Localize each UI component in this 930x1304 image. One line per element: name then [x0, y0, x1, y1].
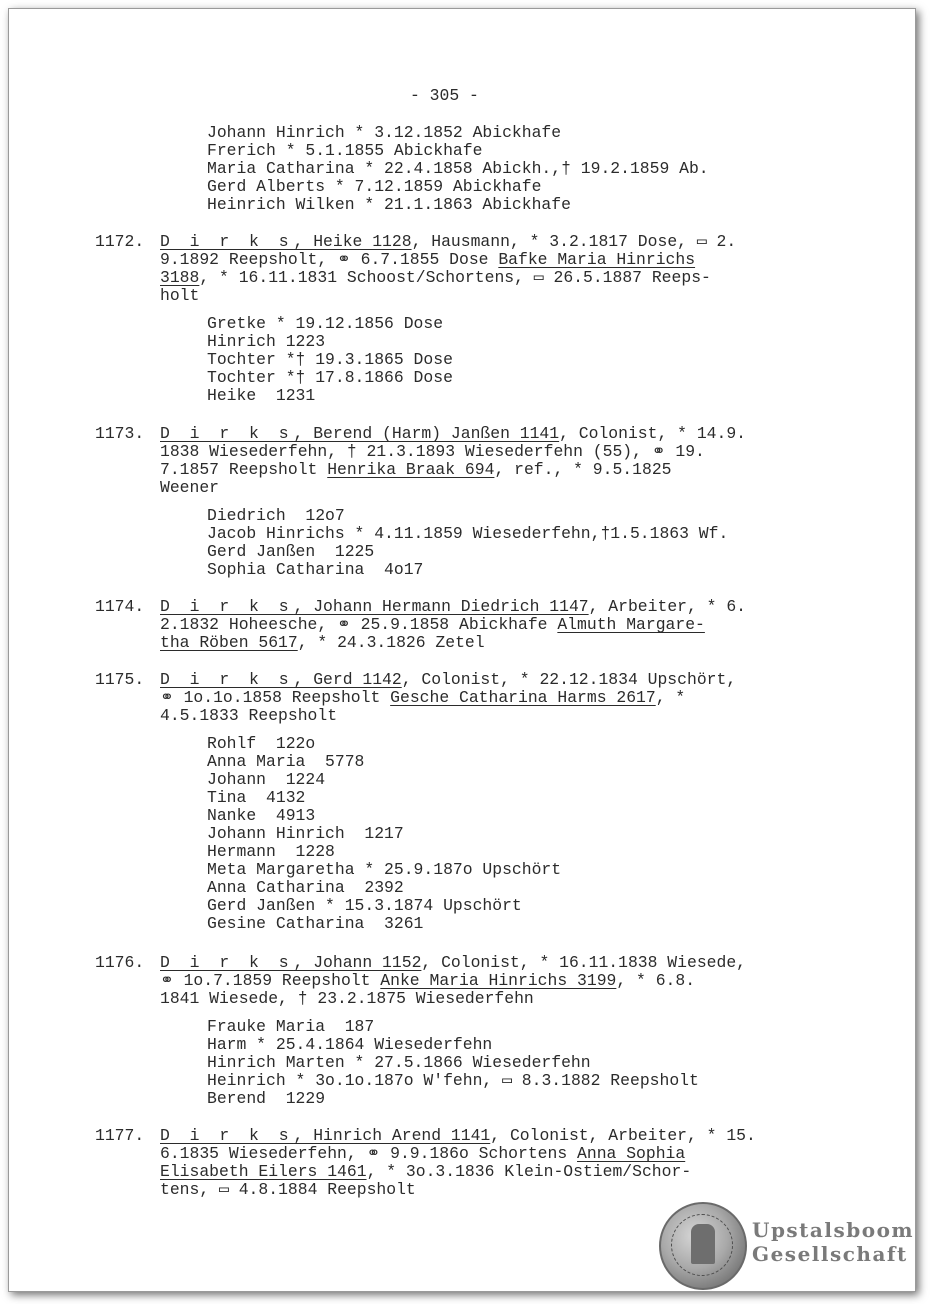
entry-surname: D i r k s, Johann Hermann Diedrich 1147: [160, 597, 589, 616]
list-item: Gerd Alberts * 7.12.1859 Abickhafe: [207, 177, 542, 196]
entry-surname: D i r k s, Heike 1128: [160, 232, 412, 251]
entry-line: 9.1892 Reepsholt, ⚭ 6.7.1855 Dose Bafke Maria Hinrichs: [160, 250, 696, 269]
entry-line: ⚭ 1o.7.1859 Reepsholt Anke Maria Hinrichs 3199, * 6.8.: [160, 971, 696, 990]
entry-number: 1176.: [95, 953, 145, 972]
entry-line: 3188, * 16.11.1831 Schoost/Schortens, ▭ 26.5.1887 Reeps-: [160, 268, 711, 287]
child-item: Hermann 1228: [207, 842, 335, 861]
list-item: Johann Hinrich * 3.12.1852 Abickhafe: [207, 123, 562, 142]
child-item: Gesine Catharina 3261: [207, 914, 424, 933]
child-item: Tochter *† 17.8.1866 Dose: [207, 368, 453, 387]
child-item: Berend 1229: [207, 1089, 326, 1108]
child-item: Tina 4132: [207, 788, 306, 807]
list-item: Maria Catharina * 22.4.1858 Abickh.,† 19.2.1859 Ab.: [207, 159, 709, 178]
entry-line: tens, ▭ 4.8.1884 Reepsholt: [160, 1180, 416, 1199]
entry-number: 1173.: [95, 424, 145, 443]
spouse-name: Anna Sophia: [577, 1144, 686, 1163]
entry-number: 1172.: [95, 232, 145, 251]
entry-line: D i r k s, Berend (Harm) Janßen 1141, Colonist, * 14.9.: [160, 424, 746, 443]
entry-surname: D i r k s, Gerd 1142: [160, 670, 402, 689]
entry-line: D i r k s, Gerd 1142, Colonist, * 22.12.1834 Upschört,: [160, 670, 737, 689]
entry-line: 2.1832 Hoheesche, ⚭ 25.9.1858 Abickhafe Almuth Margare-: [160, 615, 705, 634]
entry-line: ⚭ 1o.1o.1858 Reepsholt Gesche Catharina Harms 2617, *: [160, 688, 686, 707]
entry-number: 1175.: [95, 670, 145, 689]
child-item: Hinrich 1223: [207, 332, 326, 351]
child-item: Heike 1231: [207, 386, 316, 405]
list-item: Frerich * 5.1.1855 Abickhafe: [207, 141, 483, 160]
child-item: Gerd Janßen 1225: [207, 542, 375, 561]
spouse-name: Anke Maria Hinrichs 3199: [380, 971, 617, 990]
child-item: Hinrich Marten * 27.5.1866 Wiesederfehn: [207, 1053, 591, 1072]
page-number: - 305 -: [410, 86, 479, 105]
spouse-ref: 3188: [160, 268, 200, 287]
entry-line: 6.1835 Wiesederfehn, ⚭ 9.9.186o Schortens Anna Sophia: [160, 1144, 686, 1163]
list-item: Heinrich Wilken * 21.1.1863 Abickhafe: [207, 195, 571, 214]
child-item: Johann Hinrich 1217: [207, 824, 404, 843]
entry-line: D i r k s, Heike 1128, Hausmann, * 3.2.1817 Dose, ▭ 2.: [160, 232, 737, 251]
entry-surname: D i r k s, Berend (Harm) Janßen 1141: [160, 424, 560, 443]
entry-line: D i r k s, Hinrich Arend 1141, Colonist, Arbeiter, * 15.: [160, 1126, 756, 1145]
brand-name-line2: Gesellschaft: [752, 1242, 908, 1266]
entry-line: 1841 Wiesede, † 23.2.1875 Wiesederfehn: [160, 989, 534, 1008]
child-item: Gerd Janßen * 15.3.1874 Upschört: [207, 896, 522, 915]
spouse-name: tha Röben 5617: [160, 633, 298, 652]
brand-name-line1: Upstalsboom: [752, 1218, 915, 1242]
entry-line: tha Röben 5617, * 24.3.1826 Zetel: [160, 633, 485, 652]
entry-surname: D i r k s, Johann 1152: [160, 953, 422, 972]
entry-surname: D i r k s, Hinrich Arend 1141: [160, 1126, 491, 1145]
child-item: Diedrich 12o7: [207, 506, 345, 525]
entry-line: D i r k s, Johann Hermann Diedrich 1147, Arbeiter, * 6.: [160, 597, 747, 616]
child-item: Anna Maria 5778: [207, 752, 365, 771]
entry-number: 1177.: [95, 1126, 145, 1145]
entry-line: D i r k s, Johann 1152, Colonist, * 16.11.1838 Wiesede,: [160, 953, 746, 972]
spouse-name: Almuth Margare-: [557, 615, 705, 634]
spouse-name: Elisabeth Eilers 1461: [160, 1162, 367, 1181]
spouse-name: Henrika Braak 694: [327, 460, 495, 479]
child-item: Rohlf 122o: [207, 734, 316, 753]
child-item: Heinrich * 3o.1o.187o W'fehn, ▭ 8.3.1882 Reepsholt: [207, 1071, 699, 1090]
child-item: Harm * 25.4.1864 Wiesederfehn: [207, 1035, 493, 1054]
entry-line: 1838 Wiesederfehn, † 21.3.1893 Wiesederfehn (55), ⚭ 19.: [160, 442, 705, 461]
child-item: Nanke 4913: [207, 806, 316, 825]
entry-line: Elisabeth Eilers 1461, * 3o.3.1836 Klein-Ostiem/Schor-: [160, 1162, 692, 1181]
entry-line: 7.1857 Reepsholt Henrika Braak 694, ref., * 9.5.1825: [160, 460, 672, 479]
entry-line: 4.5.1833 Reepsholt: [160, 706, 338, 725]
child-item: Johann 1224: [207, 770, 326, 789]
child-item: Frauke Maria 187: [207, 1017, 375, 1036]
child-item: Meta Margaretha * 25.9.187o Upschört: [207, 860, 562, 879]
child-item: Gretke * 19.12.1856 Dose: [207, 314, 444, 333]
spouse-name: Gesche Catharina Harms 2617: [390, 688, 656, 707]
entry-line: Weener: [160, 478, 220, 497]
spouse-name: Bafke Maria Hinrichs: [498, 250, 696, 269]
child-item: Anna Catharina 2392: [207, 878, 404, 897]
child-item: Jacob Hinrichs * 4.11.1859 Wiesederfehn,†1.5.1863 Wf.: [207, 524, 729, 543]
entry-line: holt: [160, 286, 200, 305]
seal-logo-icon: [659, 1202, 747, 1290]
child-item: Tochter *† 19.3.1865 Dose: [207, 350, 453, 369]
entry-number: 1174.: [95, 597, 145, 616]
child-item: Sophia Catharina 4o17: [207, 560, 424, 579]
